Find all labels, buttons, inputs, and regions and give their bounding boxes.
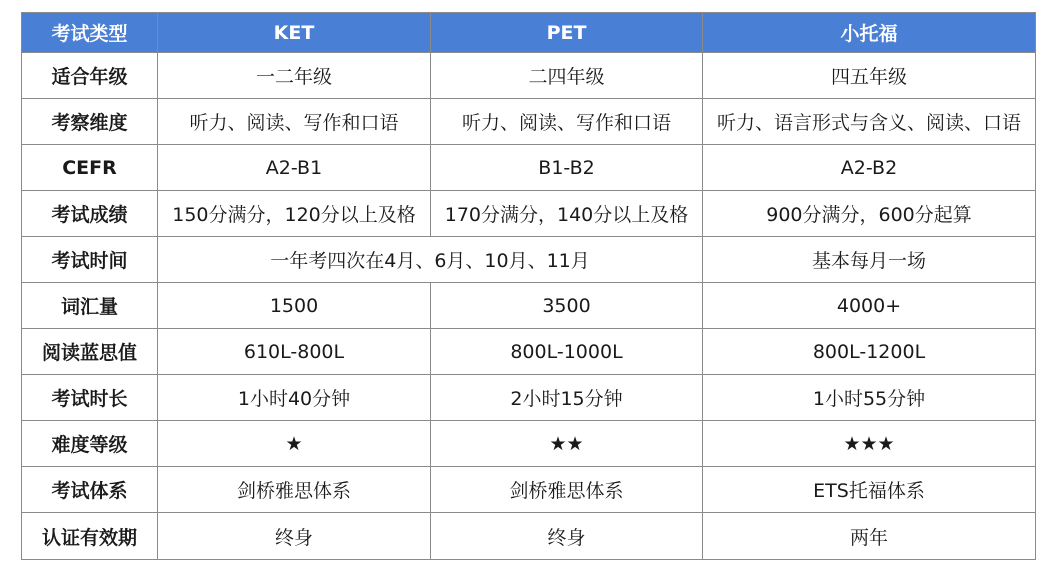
header-toefl-primary: 小托福	[703, 13, 1036, 53]
table-cell: B1-B2	[431, 145, 703, 191]
table-cell: 800L-1000L	[431, 329, 703, 375]
table-cell: 终身	[431, 513, 703, 560]
table-row	[22, 375, 1036, 421]
table-row	[22, 191, 1036, 237]
table-cell: 3500	[431, 283, 703, 329]
table-cell: 终身	[158, 513, 431, 560]
table-row	[22, 513, 1036, 560]
row-label: 词汇量	[22, 283, 158, 329]
header-exam-type: 考试类型	[22, 13, 158, 53]
table-row	[22, 467, 1036, 513]
table-row	[22, 421, 1036, 467]
row-label: 考察维度	[22, 99, 158, 145]
table-cell: 两年	[703, 513, 1036, 560]
row-label: 考试成绩	[22, 191, 158, 237]
table-cell: 800L-1200L	[703, 329, 1036, 375]
table-cell: A2-B2	[703, 145, 1036, 191]
table-cell: 1小时55分钟	[703, 375, 1036, 421]
table-cell: 一二年级	[158, 53, 431, 99]
table-cell: 150分满分，120分以上及格	[158, 191, 431, 237]
row-label: 认证有效期	[22, 513, 158, 560]
header-ket: KET	[158, 13, 431, 53]
table-row	[22, 145, 1036, 191]
table-cell: ETS托福体系	[703, 467, 1036, 513]
table-cell: 四五年级	[703, 53, 1036, 99]
header-pet: PET	[431, 13, 703, 53]
row-label: CEFR	[22, 145, 158, 191]
table-cell: A2-B1	[158, 145, 431, 191]
row-label: 难度等级	[22, 421, 158, 467]
table-cell: 剑桥雅思体系	[158, 467, 431, 513]
merged-cell: 一年考四次在4月、6月、10月、11月	[158, 237, 703, 283]
row-label: 阅读蓝思值	[22, 329, 158, 375]
table-row	[22, 237, 1036, 283]
table-row	[22, 53, 1036, 99]
header-row	[22, 13, 1036, 53]
row-label: 考试时长	[22, 375, 158, 421]
table-cell: 900分满分，600分起算	[703, 191, 1036, 237]
table-cell: 听力、阅读、写作和口语	[431, 99, 703, 145]
table-cell: 1500	[158, 283, 431, 329]
table-cell: 听力、语言形式与含义、阅读、口语	[703, 99, 1036, 145]
row-label: 适合年级	[22, 53, 158, 99]
table-cell: 170分满分，140分以上及格	[431, 191, 703, 237]
table-cell: 4000+	[703, 283, 1036, 329]
table-row	[22, 283, 1036, 329]
table-row	[22, 329, 1036, 375]
difficulty-stars: ★★	[431, 421, 703, 467]
table-cell: 1小时40分钟	[158, 375, 431, 421]
table-cell: 610L-800L	[158, 329, 431, 375]
row-label: 考试体系	[22, 467, 158, 513]
difficulty-stars: ★	[158, 421, 431, 467]
exam-comparison-table	[21, 12, 1036, 560]
table-cell: 基本每月一场	[703, 237, 1036, 283]
table-cell: 剑桥雅思体系	[431, 467, 703, 513]
table-cell: 二四年级	[431, 53, 703, 99]
table-cell: 2小时15分钟	[431, 375, 703, 421]
row-label: 考试时间	[22, 237, 158, 283]
table-row	[22, 99, 1036, 145]
difficulty-stars: ★★★	[703, 421, 1036, 467]
table-cell: 听力、阅读、写作和口语	[158, 99, 431, 145]
